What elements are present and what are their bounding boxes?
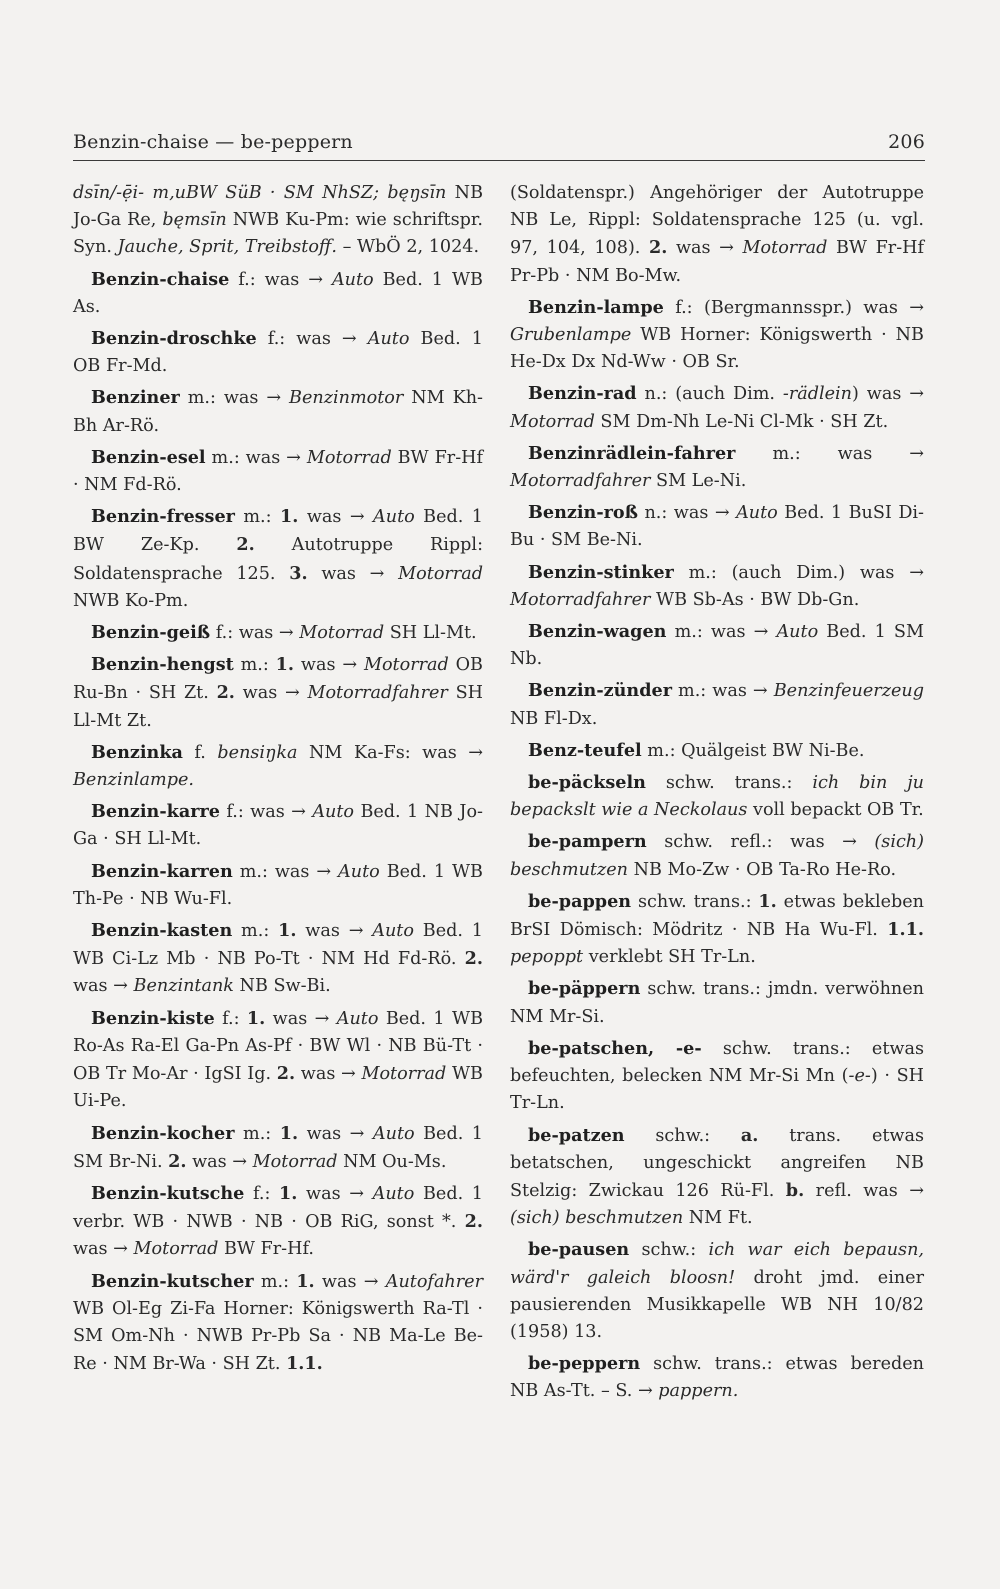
left-column: [73, 180, 483, 1382]
dictionary-entry: [510, 440, 924, 495]
italic-text: Auto: [336, 1008, 379, 1029]
entry-text: was →: [295, 1064, 362, 1085]
entry-text: SM Dm-Nh Le-Ni Cl-Mk · SH Zt.: [594, 411, 889, 432]
entry-text: NWB Ku-Pm: wie schriftspr. Syn.: [73, 210, 483, 258]
headword: Benzin-droschke: [91, 328, 257, 350]
entry-text: etwas bekleben BrSI Dömisch: Mödritz · NB Ha Wu-Fl.: [510, 891, 925, 941]
entry-text: was →: [297, 1183, 373, 1204]
entry-text: refl. was →: [804, 1180, 924, 1201]
entry-text: m.:: [253, 1271, 297, 1292]
entry-text: f.: was →: [210, 623, 300, 644]
headword: Benzin-karre: [91, 801, 220, 823]
dictionary-entry: [510, 380, 924, 435]
entry-text: droht jmd. einer pausierenden Musikkapelle WB NH 10/82 (1958) 13.: [510, 1267, 924, 1342]
entry-text: f.: [182, 742, 218, 763]
headword: Benzin-kocher: [91, 1122, 235, 1144]
headword: Benzin-zünder: [528, 680, 672, 702]
sense-number: 1.: [279, 1182, 298, 1204]
dictionary-entry: [73, 739, 483, 794]
dictionary-entry: [73, 651, 483, 735]
entry-text: Bed. 1 NB Jo-Ga · SH Ll-Mt.: [73, 802, 483, 850]
entry-text: schw. trans.:: [645, 773, 813, 794]
dictionary-entry: [510, 499, 924, 554]
dictionary-entry: [510, 1236, 924, 1346]
entry-text: schw. trans.: jmdn. verwöhnen NM Mr-Si.: [510, 979, 924, 1027]
italic-text: Auto: [372, 921, 414, 942]
headword: be-päckseln: [528, 772, 646, 794]
entry-text: NB Fl-Dx.: [510, 708, 598, 729]
dictionary-entry: [510, 1035, 924, 1118]
italic-text: Auto: [372, 1183, 415, 1204]
dictionary-entry: [73, 444, 483, 499]
headword: be-pampern: [528, 831, 647, 853]
dictionary-entry: [510, 828, 924, 883]
italic-text: pappern.: [658, 1381, 739, 1402]
headword: be-patschen, -e-: [528, 1037, 702, 1059]
sense-number: 2.: [464, 948, 483, 970]
entry-text: NB Sw-Bi.: [233, 976, 331, 997]
entry-text: BW Fr-Hf.: [218, 1239, 314, 1260]
headword: Benzin-kiste: [91, 1007, 215, 1029]
entry-text: voll bepackt OB Tr.: [747, 800, 924, 821]
italic-text: pepoppt: [510, 947, 584, 968]
sense-number: 1.: [275, 654, 295, 676]
dictionary-entry: [73, 266, 483, 321]
entry-text: NM Kh-Bh Ar-Rö.: [73, 388, 483, 436]
italic-text: Motorrad: [252, 1151, 338, 1172]
entry-text: WB Ol-Eg Zi-Fa Horner: Königswerth Ra-Tl · SM Om-Nh · NWB Pr-Pb Sa · NB Ma-Le Be-Re · NM Br-Wa · SH Zt.: [73, 1298, 483, 1375]
italic-text: Auto: [331, 269, 374, 290]
entry-text: SM Le-Ni.: [650, 471, 747, 492]
entry-text: NM Ka-Fs: was →: [297, 742, 483, 763]
italic-text: Motorradfahrer: [510, 471, 651, 492]
dictionary-entry: [510, 294, 924, 377]
dictionary-entry: [510, 888, 924, 972]
headword: Benzin-fresser: [91, 506, 235, 528]
entry-text: was →: [307, 563, 399, 584]
dictionary-entry: [73, 619, 483, 647]
entry-text: was →: [294, 655, 364, 676]
sense-number: 2.: [216, 682, 235, 704]
entry-text: schw. refl.: was →: [646, 832, 875, 853]
italic-text: Auto: [367, 329, 410, 350]
dictionary-entry: [510, 737, 924, 765]
headword: Benzin-esel: [91, 446, 206, 468]
entry-text: was →: [667, 238, 743, 259]
entry-text: f.: (Bergmannsspr.) was →: [663, 297, 924, 318]
sense-number: 1.: [758, 890, 777, 912]
headword: Benzin-hengst: [91, 654, 234, 676]
headword: Benzin-wagen: [528, 621, 667, 643]
italic-text: Auto: [736, 503, 778, 524]
page-number: 206: [888, 131, 925, 153]
headword: Benzinrädlein-fahrer: [528, 442, 736, 464]
entry-text: Autotruppe Rippl: Soldatensprache 125.: [73, 535, 483, 584]
dictionary-entry: [73, 503, 483, 615]
dictionary-entry: [73, 180, 483, 262]
entry-text: ) · SH Tr-Ln.: [510, 1066, 924, 1114]
headword: Benzinka: [91, 741, 183, 763]
sense-number: 1.: [279, 1122, 299, 1144]
entry-text: Bed. 1 WB As.: [73, 269, 483, 317]
sense-number: 1.: [280, 506, 299, 528]
entry-text: m.:: [234, 507, 281, 528]
entry-text: Bed. 1 WB Ro-As Ra-El Ga-Pn As-Pf · BW Wl · NB Bü-Tt · OB Tr Mo-Ar · IgSI Ig.: [73, 1008, 483, 1085]
italic-text: Motorrad: [133, 1239, 219, 1260]
entry-text: Bed. 1 SM Nb.: [510, 622, 924, 670]
italic-text: Motorradfahrer: [307, 683, 448, 704]
italic-text: Grubenlampe: [510, 325, 632, 346]
entry-text: SH Ll-Mt.: [384, 623, 477, 644]
right-column: [510, 180, 924, 1410]
sense-number: 1.: [246, 1007, 266, 1029]
entry-text: m.: (auch Dim.) was →: [673, 562, 924, 583]
entry-text: f.: was →: [229, 269, 332, 290]
running-title: Benzin-chaise — be-peppern: [73, 131, 353, 153]
headword: Benzin-lampe: [528, 296, 664, 318]
dictionary-entry: [73, 917, 483, 1001]
headword: Benzin-roß: [528, 502, 638, 524]
entry-text: verklebt SH Tr-Ln.: [583, 947, 756, 968]
entry-text: f.:: [214, 1008, 247, 1029]
entry-text: schw.:: [624, 1125, 741, 1146]
entry-text: BW Fr-Hf Pr-Pb · NM Bo-Mw.: [510, 238, 924, 286]
dictionary-entry: [510, 1350, 924, 1405]
entry-text: was →: [265, 1008, 337, 1029]
italic-text: bensiŋka: [217, 742, 298, 763]
sense-number: 3.: [289, 562, 308, 584]
headword: Benzin-kutsche: [91, 1182, 245, 1204]
dictionary-entry: [510, 975, 924, 1030]
headword: Benzin-chaise: [91, 268, 230, 290]
headword: be-patzen: [528, 1124, 625, 1146]
entry-text: ) was →: [852, 384, 924, 405]
entry-text: SH Ll-Mt Zt.: [73, 683, 483, 731]
entry-text: f.:: [244, 1183, 280, 1204]
italic-text: (sich) beschmutzen: [510, 1208, 684, 1229]
entry-text: m.: was →: [735, 443, 924, 464]
entry-text: NWB Ko-Pm.: [73, 590, 189, 611]
entry-text: WB Horner: Königswerth · NB He-Dx Dx Nd-Ww · OB Sr.: [510, 325, 924, 373]
entry-text: Bed. 1 WB Ci-Lz Mb · NB Po-Tt · NM Hd Fd-Rö.: [73, 921, 484, 970]
sense-number: a.: [740, 1124, 759, 1146]
entry-text: m.: was →: [671, 681, 774, 702]
dictionary-entry: [73, 798, 483, 853]
entry-text: Bed. 1 BuSI Di-Bu · SM Be-Ni.: [510, 503, 925, 551]
entry-text: n.: (auch Dim.: [636, 384, 783, 405]
italic-text: Auto: [338, 861, 380, 882]
header-rule: [73, 160, 925, 161]
entry-text: Bed. 1 SM Br-Ni.: [73, 1123, 484, 1172]
entry-text: was →: [186, 1151, 253, 1172]
entry-text: schw. trans.:: [631, 891, 759, 912]
italic-text: Benzinlampe.: [73, 770, 194, 791]
headword: Benzin-karren: [91, 860, 233, 882]
sense-number: 2.: [168, 1150, 187, 1172]
sense-number: 1.: [296, 1270, 315, 1292]
entry-text: – WbÖ 2, 1024.: [336, 237, 480, 258]
entry-text: n.: was →: [638, 503, 737, 524]
italic-text: Motorrad: [742, 238, 828, 259]
dictionary-entry: [73, 1180, 483, 1264]
headword: Benzin-rad: [528, 383, 637, 405]
headword: be-pappen: [528, 890, 632, 912]
entry-text: m.:: [234, 1123, 280, 1144]
entry-text: NM Ou-Ms.: [337, 1151, 447, 1172]
entry-text: m.:: [232, 921, 279, 942]
entry-text: schw. trans.: etwas bereden NB As-Tt. – S. →: [510, 1354, 924, 1402]
headword: Benziner: [91, 387, 180, 409]
entry-text: was →: [298, 507, 374, 528]
headword: Benzin-kasten: [91, 920, 233, 942]
italic-text: ich war eich bepausn, wärd'r galeich bloosn!: [510, 1240, 924, 1288]
italic-text: -rädlein: [782, 384, 853, 405]
entry-text: NB Jo-Ga Re,: [73, 183, 484, 231]
headword: Benz-teufel: [528, 739, 642, 761]
dictionary-entry: [73, 858, 483, 913]
entry-text: m.: was →: [232, 861, 339, 882]
headword: Benzin-geiß: [91, 622, 211, 644]
entry-text: was →: [298, 1123, 373, 1144]
italic-text: ich bin ju bepackslt wie a Neckolaus: [510, 773, 925, 821]
dictionary-entry: [510, 559, 924, 614]
entry-text: schw. trans.: etwas befeuchten, belecken NM Mr-Si Mn (: [510, 1038, 924, 1087]
italic-text: Benzinfeuerzeug: [773, 681, 924, 702]
sense-number: 2.: [236, 534, 255, 556]
entry-text: was →: [296, 921, 373, 942]
entry-text: was →: [314, 1271, 386, 1292]
entry-text: Bed. 1 BW Ze-Kp.: [73, 507, 483, 556]
headword: be-peppern: [528, 1353, 641, 1375]
dictionary-entry: [73, 1120, 483, 1176]
italic-text: Motorradfahrer: [510, 589, 651, 610]
entry-text: m.: was →: [179, 388, 290, 409]
italic-text: Auto: [776, 622, 819, 643]
dictionary-entry: [510, 769, 924, 824]
italic-text: bęŋsīn: [387, 183, 447, 203]
italic-text: Auto: [372, 1123, 415, 1144]
entry-text: WB Sb-As · BW Db-Gn.: [650, 589, 860, 610]
headword: Benzin-stinker: [528, 561, 674, 583]
italic-text: (sich) beschmutzen: [510, 832, 924, 880]
italic-text: Autofahrer: [385, 1271, 483, 1292]
italic-text: Benzintank: [133, 976, 234, 997]
italic-text: Motorrad: [299, 623, 385, 644]
entry-text: (Soldatenspr.) Angehöriger der Autotruppe NB Le, Rippl: Soldatensprache 125 (u. vgl. 97, 104, 108).: [510, 183, 924, 259]
italic-text: Jauche, Sprit, Treibstoff.: [117, 237, 337, 258]
entry-text: m.: was →: [205, 447, 307, 468]
italic-text: Motorrad: [361, 1064, 447, 1085]
sense-number: 1.: [278, 920, 297, 942]
headword: be-päppern: [528, 978, 641, 1000]
italic-text: dsīn/-ẹ̄i- m,uBW SüB · SM NhSZ;: [73, 183, 388, 203]
entry-text: f.: was →: [256, 329, 368, 350]
dictionary-entry: [73, 325, 483, 380]
italic-text: bęmsīn: [162, 210, 227, 231]
italic-text: Benzinmotor: [289, 388, 404, 409]
entry-text: BW Fr-Hf · NM Fd-Rö.: [73, 447, 483, 496]
italic-text: Motorrad: [363, 655, 449, 676]
dictionary-entry: [73, 1005, 483, 1116]
dictionary-entry: [510, 677, 924, 732]
entry-text: NM Ft.: [683, 1208, 753, 1229]
sense-number: 2.: [464, 1211, 483, 1233]
entry-text: was →: [73, 1239, 134, 1260]
running-header: [73, 131, 925, 153]
dictionary-entry: [510, 180, 924, 290]
sense-number: b.: [785, 1179, 805, 1201]
entry-text: Bed. 1 OB Fr-Md.: [73, 329, 483, 377]
entry-text: m.: was →: [666, 622, 777, 643]
dictionary-entry: [510, 618, 924, 673]
entry-text: Bed. 1 verbr. WB · NWB · NB · OB RiG, sonst *.: [73, 1183, 484, 1233]
dictionary-entry: [73, 1268, 483, 1379]
dictionary-entry: [510, 1122, 924, 1233]
entry-text: WB Ui-Pe.: [73, 1064, 483, 1112]
entry-text: was →: [234, 683, 308, 704]
sense-number: 1.1.: [286, 1353, 323, 1375]
dictionary-entry: [73, 384, 483, 439]
italic-text: Motorrad: [306, 447, 392, 468]
headword: be-pausen: [528, 1239, 630, 1261]
italic-text: Auto: [373, 507, 415, 528]
entry-text: m.:: [233, 655, 276, 676]
headword: Benzin-kutscher: [91, 1270, 254, 1292]
entry-text: was →: [73, 976, 134, 997]
entry-text: f.: was →: [219, 802, 313, 823]
italic-text: Auto: [312, 802, 355, 823]
entry-text: NB Mo-Zw · OB Ta-Ro He-Ro.: [628, 859, 897, 880]
italic-text: -e-: [848, 1066, 871, 1087]
entry-text: schw.:: [629, 1240, 709, 1261]
entry-text: Bed. 1 WB Th-Pe · NB Wu-Fl.: [73, 861, 483, 909]
entry-text: m.: Quälgeist BW Ni-Be.: [641, 740, 865, 761]
italic-text: Motorrad: [510, 411, 595, 432]
entry-text: OB Ru-Bn · SH Zt.: [73, 655, 483, 704]
entry-text: trans. etwas betatschen, ungeschickt angreifen NB Stelzig: Zwickau 126 Rü-Fl.: [510, 1125, 925, 1201]
sense-number: 1.1.: [887, 919, 924, 941]
sense-number: 2.: [276, 1063, 296, 1085]
sense-number: 2.: [649, 237, 668, 259]
italic-text: Motorrad: [398, 563, 483, 584]
